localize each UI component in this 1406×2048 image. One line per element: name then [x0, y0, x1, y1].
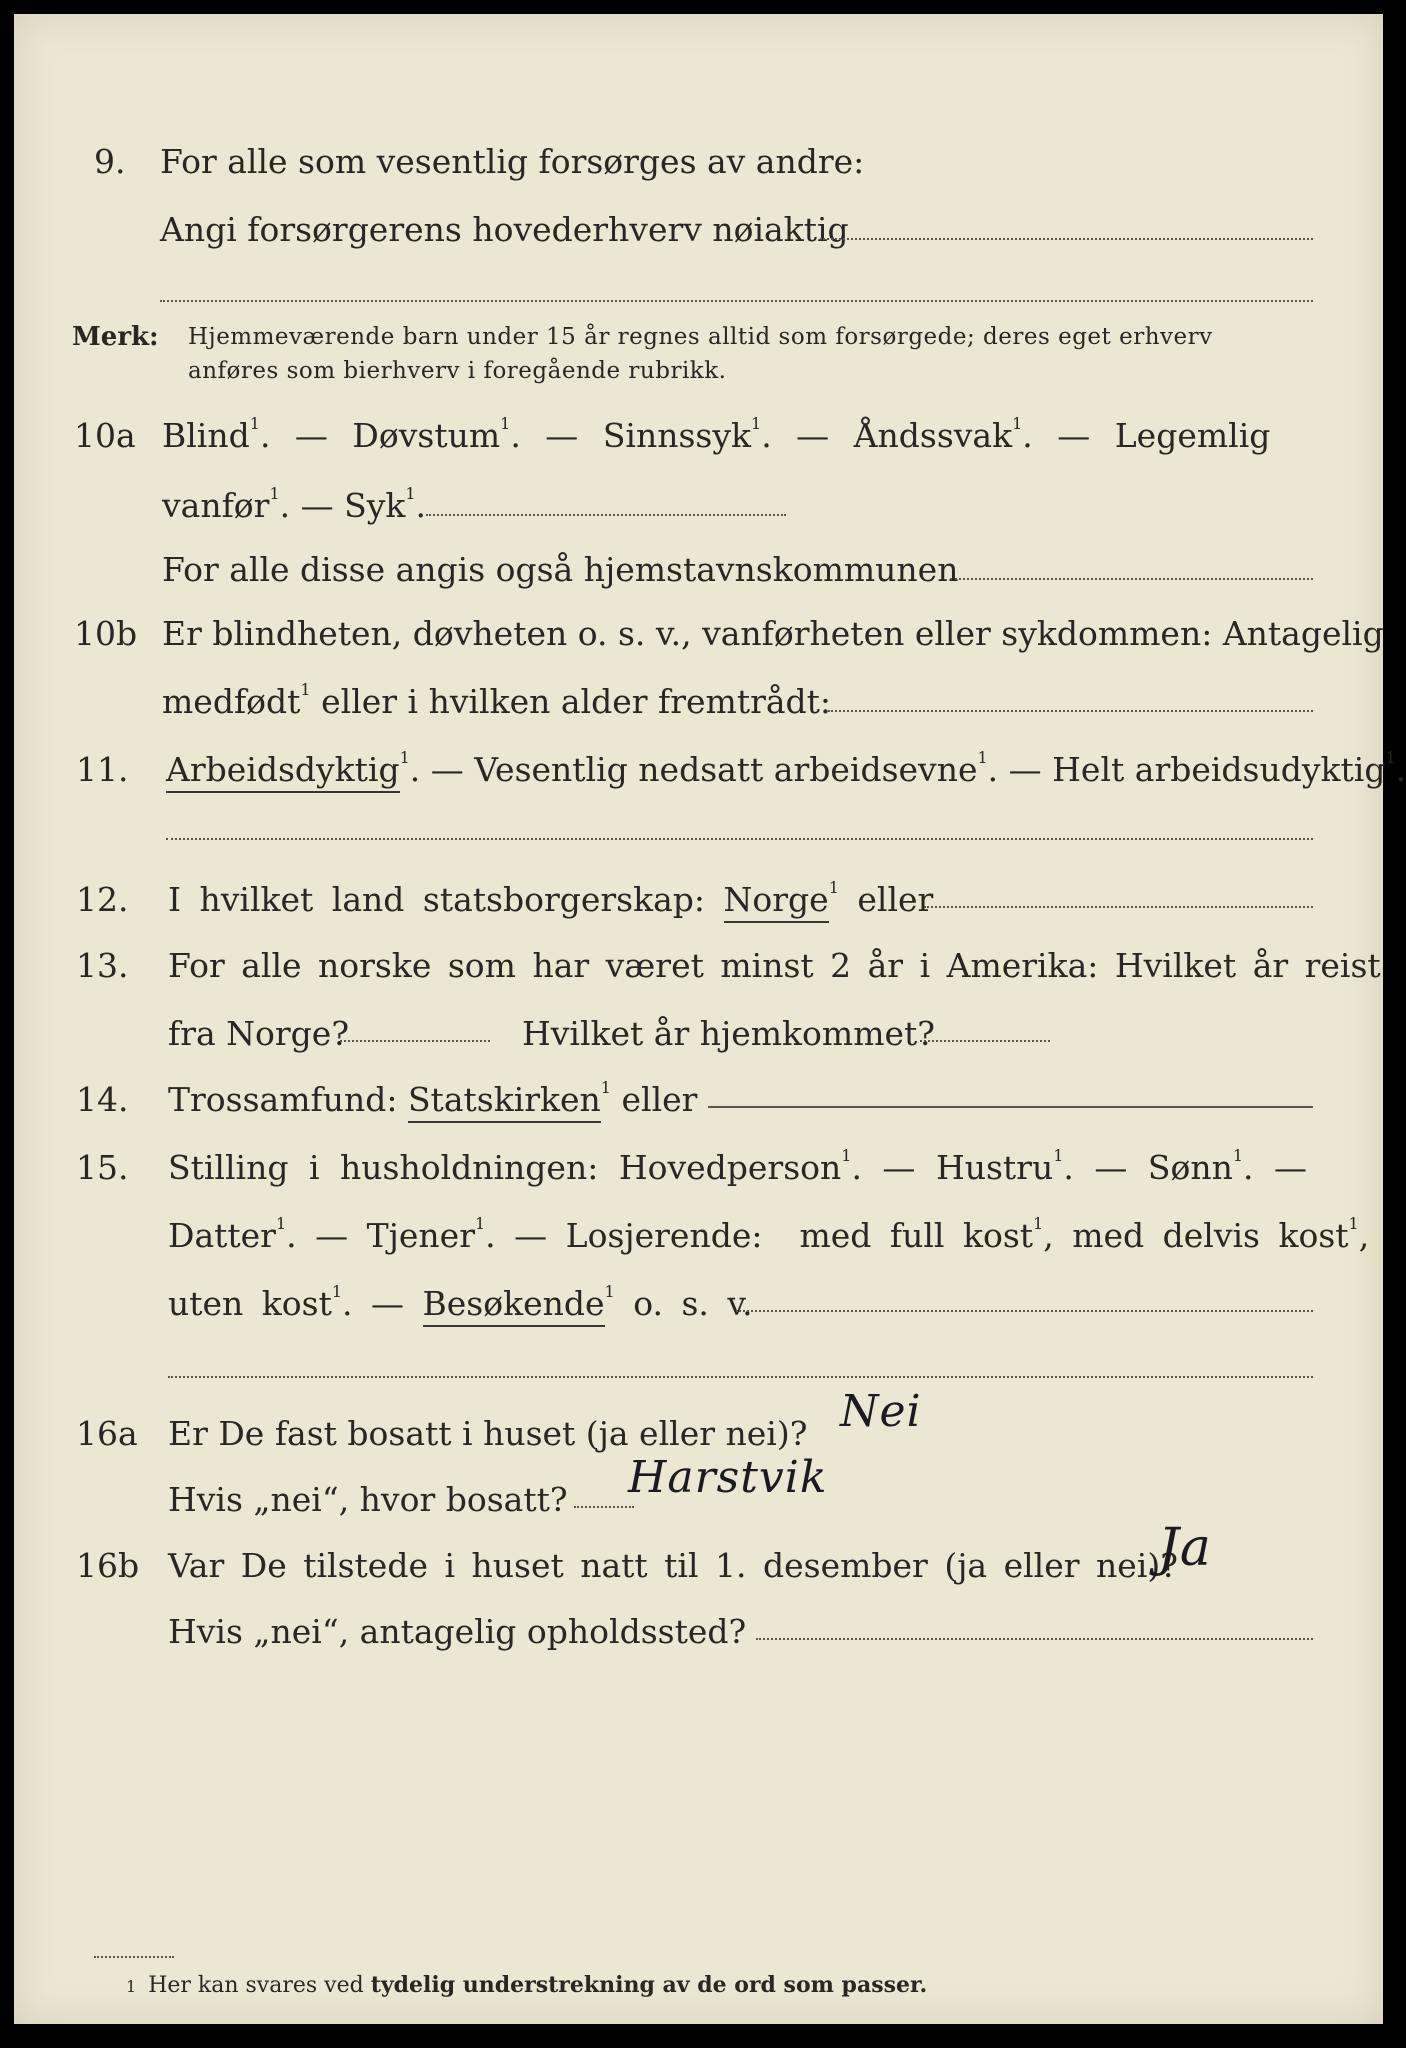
- item-10a-line2: vanfør$^1$. — Syk$^1$.: [162, 484, 427, 525]
- item-11-answer-line[interactable]: [166, 838, 1313, 840]
- item-16b-q1: Var De tilstede i huset natt til 1. desember (ja eller nei)?: [168, 1546, 1178, 1585]
- footnote-marker: 1: [126, 1977, 137, 1996]
- option-sonn: Sønn: [1147, 1148, 1233, 1187]
- option-helt-arbeidsudyktig: Helt arbeidsudyktig: [1052, 750, 1386, 789]
- form-page: [14, 14, 1406, 2024]
- item-16b-number: 16b: [76, 1546, 140, 1585]
- option-sinnssyk: Sinnssyk: [602, 416, 751, 455]
- item-15-answer-line-2[interactable]: [168, 1376, 1313, 1378]
- item-10a-line3: For alle disse angis også hjemstavnskommunen: [162, 550, 959, 589]
- item-11-line1: Arbeidsdyktig$^1$. — Vesentlig nedsatt arbeidsevne$^1$. — Helt arbeidsudyktig$^1$.: [166, 750, 1406, 789]
- item-16b-q2: Hvis „nei“, antagelig opholdssted?: [168, 1612, 747, 1651]
- item-9-line1: For alle som vesentlig forsørges av andre:: [160, 142, 865, 181]
- option-norge: Norge: [724, 880, 829, 923]
- note-label: Merk:: [72, 322, 159, 352]
- item-9-line2: Angi forsørgerens hovederhverv nøiaktig: [160, 210, 849, 249]
- option-besokende: Besøkende: [423, 1284, 605, 1327]
- item-16a-answer-line[interactable]: [574, 1506, 634, 1508]
- option-statskirken: Statskirken: [408, 1080, 601, 1123]
- item-14-answer-line[interactable]: [708, 1106, 1313, 1108]
- item-10a-number: 10a: [74, 416, 136, 455]
- item-12-number: 12.: [76, 880, 129, 919]
- item-12-answer-line[interactable]: [924, 906, 1313, 908]
- option-andssvak: Åndssvak: [853, 416, 1013, 455]
- item-10b-rest: eller i hvilken alder fremtrådt:: [321, 682, 832, 721]
- option-datter: Datter: [168, 1216, 276, 1255]
- item-15-number: 15.: [76, 1148, 129, 1187]
- item-13-q1: fra Norge?: [168, 1014, 350, 1053]
- footnote-text-1: Her kan svares ved: [148, 1973, 364, 1998]
- footnote: [126, 1972, 927, 1998]
- item-12-question: I hvilket land statsborgerskap:: [168, 880, 706, 919]
- item-10a-line1: Blind$^1$. — Døvstum$^1$. — Sinnssyk$^1$. — Åndssvak$^1$. — Legemlig: [162, 414, 1271, 455]
- item-14-line1: Trossamfund: Statskirken$^1$ eller: [168, 1080, 697, 1119]
- item-16a-q2: Hvis „nei“, hvor bosatt?: [168, 1480, 568, 1519]
- item-12-line1: I hvilket land statsborgerskap: Norge$^1$ eller: [168, 880, 933, 919]
- option-hovedperson: Hovedperson: [618, 1148, 842, 1187]
- footnote-text-2: tydelig understrekning av de ord som passer.: [370, 1972, 928, 1998]
- option-vanfor: vanfør: [162, 486, 270, 525]
- item-13-number: 13.: [76, 946, 129, 985]
- item-13-q2: Hvilket år hjemkommet?: [522, 1014, 935, 1053]
- item-15-osv: o. s. v.: [633, 1284, 753, 1323]
- item-9-number: 9.: [94, 142, 126, 181]
- item-16a-q1: Er De fast bosatt i huset (ja eller nei)?: [168, 1414, 808, 1453]
- option-legemlig: Legemlig: [1114, 416, 1271, 455]
- item-16b-answer-line[interactable]: [756, 1638, 1313, 1640]
- item-14-eller: eller: [621, 1080, 698, 1119]
- item-10b-line2: medfødt$^1$ eller i hvilken alder fremtrådt:: [162, 680, 832, 721]
- option-uten-kost: uten kost: [168, 1284, 332, 1323]
- item-9-answer-line[interactable]: [820, 238, 1313, 240]
- footnote-rule: [94, 1956, 174, 1958]
- item-15-line3: uten kost$^1$. — Besøkende$^1$ o. s. v.: [168, 1284, 753, 1323]
- option-syk: Syk: [344, 486, 406, 525]
- option-hustru: Hustru: [935, 1148, 1054, 1187]
- option-arbeidsdyktig: Arbeidsdyktig: [166, 750, 400, 793]
- item-10b-answer-line[interactable]: [828, 710, 1313, 712]
- item-12-eller: eller: [857, 880, 934, 919]
- item-10a-answer-line[interactable]: [426, 514, 786, 516]
- item-13-answer-reist[interactable]: [340, 1040, 490, 1042]
- item-15-answer-line[interactable]: [736, 1310, 1313, 1312]
- note-line1: Hjemmeværende barn under 15 år regnes alltid som forsørgede; deres eget erhverv: [188, 324, 1213, 350]
- item-9-answer-line-2[interactable]: [160, 300, 1313, 302]
- item-16a-handwritten-answer2[interactable]: Harstvik: [628, 1452, 828, 1503]
- option-tjener: Tjener: [366, 1216, 475, 1255]
- item-15-line2: Datter$^1$. — Tjener$^1$. — Losjerende: med full kost$^1$, med delvis kost$^1$,: [168, 1214, 1370, 1255]
- option-vesentlig-nedsatt: Vesentlig nedsatt arbeidsevne: [474, 750, 978, 789]
- option-delvis-kost: med delvis kost: [1072, 1216, 1349, 1255]
- note-line2: anføres som bierhverv i foregående rubrikk.: [188, 358, 727, 384]
- item-15-label: Stilling i husholdningen:: [168, 1148, 599, 1187]
- item-11-number: 11.: [76, 750, 129, 789]
- item-16b-handwritten-answer[interactable]: Ja: [1158, 1518, 1212, 1578]
- item-10b-line1: Er blindheten, døvheten o. s. v., vanførheten eller sykdommen: Antagelig: [162, 614, 1384, 653]
- item-10a-home-answer-line[interactable]: [950, 578, 1313, 580]
- item-13-line1: For alle norske som har været minst 2 år i Amerika: Hvilket år reist: [168, 946, 1381, 985]
- item-15-line1: Stilling i husholdningen: Hovedperson$^1$. — Hustru$^1$. — Sønn$^1$. —: [168, 1146, 1308, 1187]
- option-medfodt: medfødt: [162, 682, 301, 721]
- item-14-number: 14.: [76, 1080, 129, 1119]
- option-full-kost: med full kost: [799, 1216, 1034, 1255]
- item-14-label: Trossamfund:: [168, 1080, 398, 1119]
- option-dovstum: Døvstum: [352, 416, 501, 455]
- item-16a-number: 16a: [76, 1414, 138, 1453]
- item-16a-handwritten-answer1[interactable]: Nei: [840, 1386, 922, 1437]
- option-blind: Blind: [162, 416, 250, 455]
- item-10b-number: 10b: [74, 614, 138, 653]
- option-losjerende: Losjerende:: [565, 1216, 763, 1255]
- item-13-answer-hjemkommet[interactable]: [920, 1040, 1050, 1042]
